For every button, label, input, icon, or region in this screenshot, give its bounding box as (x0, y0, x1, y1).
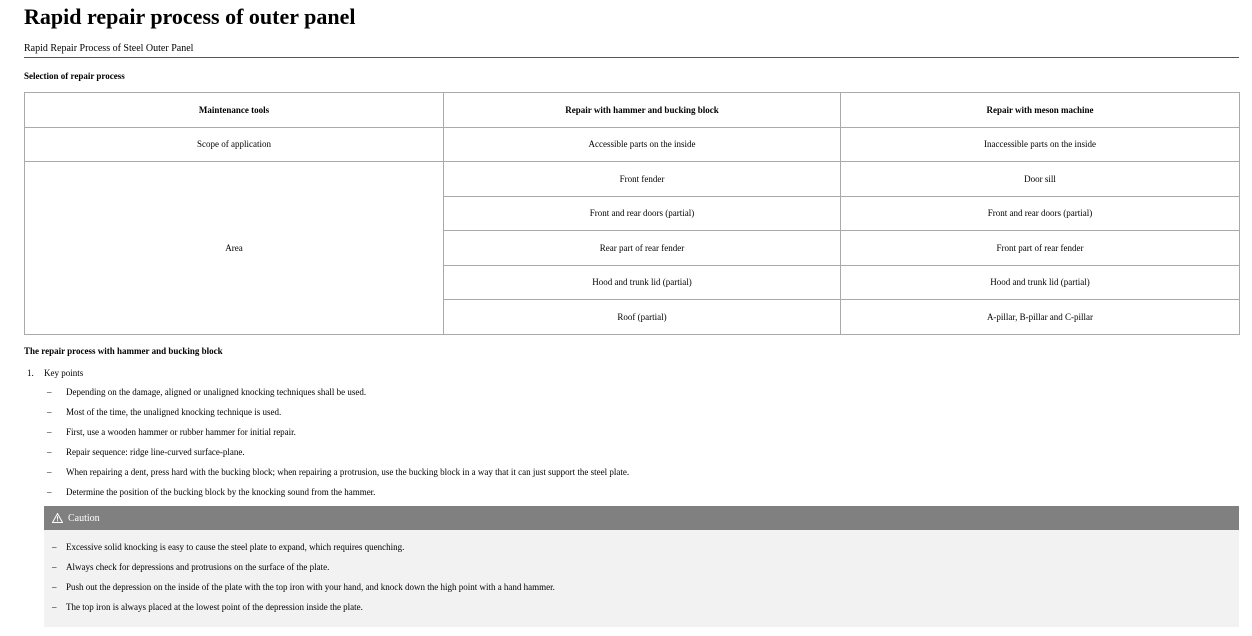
area-meson-cell: Door sill (841, 162, 1240, 197)
key-points-heading (24, 366, 1239, 380)
list-item-text: Repair sequence: ridge line-curved surface-plane. (66, 447, 245, 457)
header-hammer-repair: Repair with hammer and bucking block (444, 93, 841, 128)
list-item-text: Excessive solid knocking is easy to cause the steel plate to expand, which requires quenching. (66, 542, 405, 552)
dash-bullet: – (47, 407, 52, 417)
header-maintenance-tools: Maintenance tools (25, 93, 444, 128)
list-item (24, 406, 1239, 426)
repair-process-table (24, 92, 1240, 335)
caution-box (44, 506, 1239, 627)
scope-label: Scope of application (25, 127, 444, 162)
scope-hammer: Accessible parts on the inside (444, 127, 841, 162)
list-item-text: Most of the time, the unaligned knocking technique is used. (66, 407, 282, 417)
header-meson-repair: Repair with meson machine (841, 93, 1240, 128)
list-item (24, 446, 1239, 466)
dash-bullet: – (47, 467, 52, 477)
selection-heading: Selection of repair process (24, 71, 125, 81)
page-title: Rapid repair process of outer panel (24, 4, 356, 29)
list-item (24, 386, 1239, 406)
dash-bullet: – (52, 602, 57, 612)
dash-bullet: – (52, 542, 57, 552)
table-row-area (25, 162, 1240, 197)
key-points-list (24, 386, 1239, 506)
table-row-scope (25, 127, 1240, 162)
caution-title: Caution (68, 513, 100, 524)
list-item-text: Depending on the damage, aligned or unaligned knocking techniques shall be used. (66, 387, 367, 397)
list-item (24, 426, 1239, 446)
area-hammer-cell: Front and rear doors (partial) (444, 196, 841, 231)
dash-bullet: – (47, 487, 52, 497)
area-meson-cell: Front part of rear fender (841, 231, 1240, 266)
dash-bullet: – (52, 582, 57, 592)
list-item (44, 561, 1239, 581)
list-item (44, 581, 1239, 601)
list-item-text: Push out the depression on the inside of the plate with the top iron with your hand, and knock down the high point with a hand hammer. (66, 582, 555, 592)
warning-triangle-icon (52, 513, 63, 523)
list-item (44, 541, 1239, 561)
area-hammer-cell: Front fender (444, 162, 841, 197)
caution-list (44, 541, 1239, 621)
area-meson-cell: Front and rear doors (partial) (841, 196, 1240, 231)
area-hammer-cell: Roof (partial) (444, 300, 841, 335)
area-hammer-cell: Hood and trunk lid (partial) (444, 265, 841, 300)
list-item (24, 486, 1239, 506)
list-item-text: When repairing a dent, press hard with the bucking block; when repairing a protrusion, use the bucking block in a way that it can just support the steel plate. (66, 467, 630, 477)
dash-bullet: – (47, 447, 52, 457)
key-points-section (24, 366, 1239, 497)
table-header-row (25, 93, 1240, 128)
area-hammer-cell: Rear part of rear fender (444, 231, 841, 266)
scope-meson: Inaccessible parts on the inside (841, 127, 1240, 162)
area-meson-cell: A-pillar, B-pillar and C-pillar (841, 300, 1240, 335)
area-meson-cell: Hood and trunk lid (partial) (841, 265, 1240, 300)
list-item-text: Determine the position of the bucking block by the knocking sound from the hammer. (66, 487, 376, 497)
dash-bullet: – (52, 562, 57, 572)
dash-bullet: – (47, 427, 52, 437)
page-subtitle: Rapid Repair Process of Steel Outer Panel (24, 42, 1239, 58)
list-item-text: First, use a wooden hammer or rubber hammer for initial repair. (66, 427, 296, 437)
key-points-label: Key points (44, 368, 84, 378)
caution-header (44, 506, 1239, 530)
list-item (44, 601, 1239, 621)
dash-bullet: – (47, 387, 52, 397)
list-item-text: Always check for depressions and protrusions on the surface of the plate. (66, 562, 330, 572)
area-label: Area (25, 162, 444, 335)
key-points-number: 1. (27, 368, 34, 378)
list-item-text: The top iron is always placed at the lowest point of the depression inside the plate. (66, 602, 363, 612)
list-item (24, 466, 1239, 486)
process-heading: The repair process with hammer and bucking block (24, 346, 223, 356)
